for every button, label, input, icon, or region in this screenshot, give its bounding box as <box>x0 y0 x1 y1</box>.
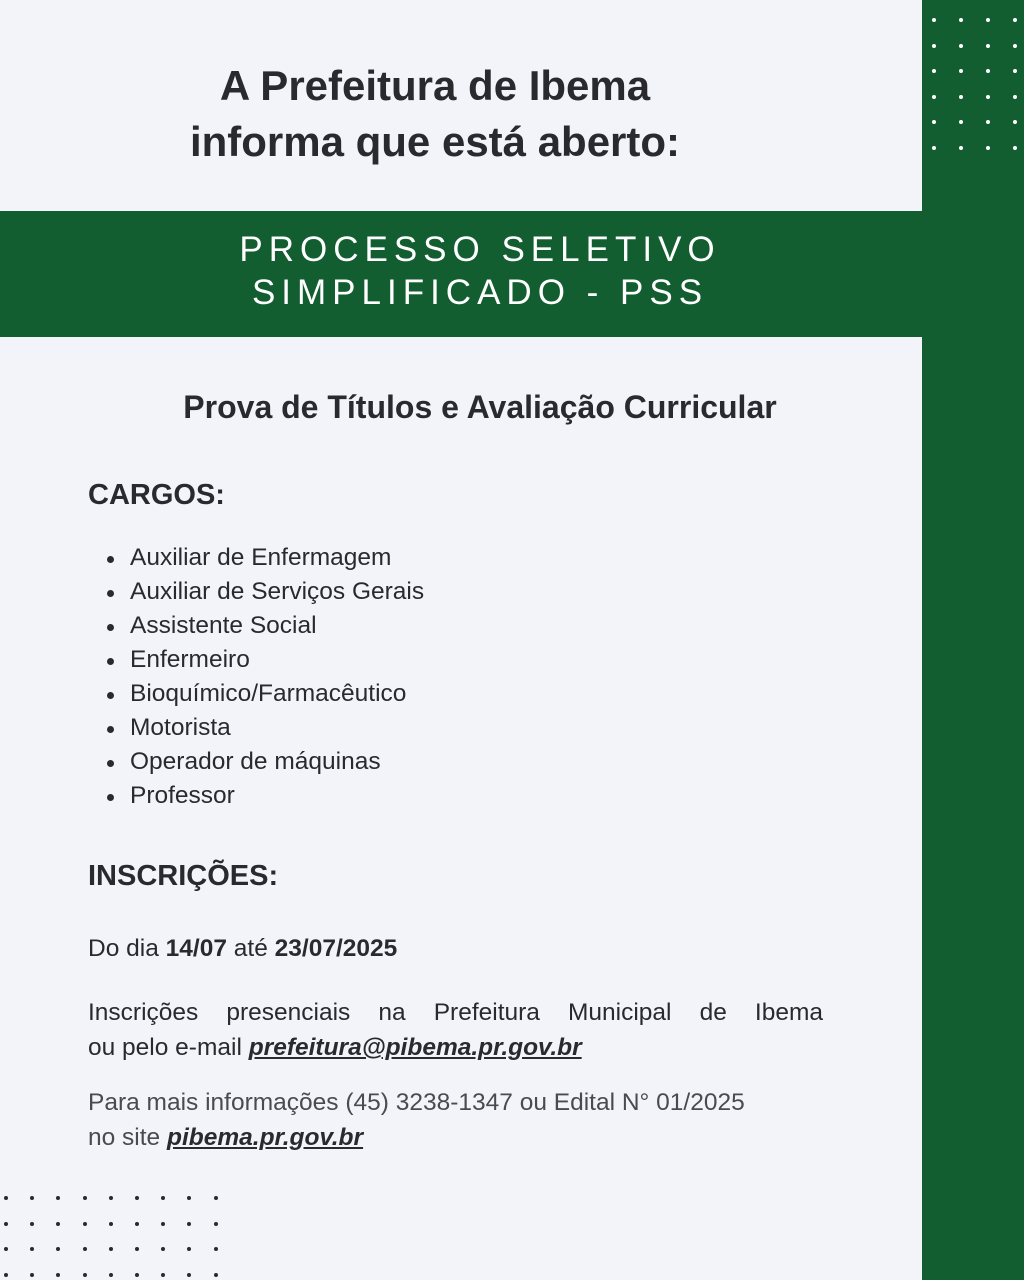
cargos-list <box>104 541 424 813</box>
info-line-1: Para mais informações (45) 3238-1347 ou Edital N° 01/2025 <box>88 1089 745 1116</box>
decorative-dot <box>30 1273 34 1277</box>
decorative-dot <box>135 1222 139 1226</box>
decorative-dot <box>986 95 990 99</box>
decorative-dot <box>30 1196 34 1200</box>
website-prefix: no site <box>88 1124 161 1151</box>
start-date: 14/07 <box>165 935 227 962</box>
decorative-dot <box>4 1222 8 1226</box>
cargo-item: Assistente Social <box>104 609 424 643</box>
cargo-item: Professor <box>104 779 424 813</box>
decorative-dot <box>135 1247 139 1251</box>
right-green-band <box>922 0 1024 1280</box>
decorative-dot <box>932 18 936 22</box>
decorative-dot <box>959 44 963 48</box>
website-link[interactable]: pibema.pr.gov.br <box>167 1124 364 1151</box>
decorative-dot <box>109 1247 113 1251</box>
decorative-dot <box>4 1273 8 1277</box>
decorative-dot <box>161 1222 165 1226</box>
cargo-item: Bioquímico/Farmacêutico <box>104 677 424 711</box>
email-prefix: ou pelo e-mail <box>88 1034 242 1061</box>
decorative-dot <box>214 1222 218 1226</box>
headline <box>0 58 870 170</box>
decorative-dot <box>932 95 936 99</box>
cargo-item: Operador de máquinas <box>104 745 424 779</box>
decorative-dot <box>4 1247 8 1251</box>
location-line-1: Inscrições presenciais na Prefeitura Municipal de Ibema <box>88 999 823 1026</box>
pss-banner-title <box>0 228 960 314</box>
decorative-dot <box>135 1273 139 1277</box>
subtitle: Prova de Títulos e Avaliação Curricular <box>183 389 777 425</box>
decorative-dot <box>932 146 936 150</box>
decorative-dot <box>214 1247 218 1251</box>
info-line-2 <box>88 1120 823 1155</box>
cargo-item: Auxiliar de Serviços Gerais <box>104 575 424 609</box>
decorative-dot <box>1013 95 1017 99</box>
decorative-dot <box>30 1222 34 1226</box>
decorative-dot <box>986 44 990 48</box>
decorative-dot <box>56 1273 60 1277</box>
decorative-dot <box>959 146 963 150</box>
decorative-dot <box>135 1196 139 1200</box>
decorative-dot <box>161 1273 165 1277</box>
decorative-dot <box>1013 146 1017 150</box>
decorative-dot <box>83 1222 87 1226</box>
decorative-dot <box>56 1247 60 1251</box>
more-info <box>88 1085 823 1155</box>
banner-line-2: SIMPLIFICADO - PSS <box>251 273 709 312</box>
decorative-dot <box>187 1222 191 1226</box>
decorative-dot <box>4 1196 8 1200</box>
decorative-dot <box>161 1247 165 1251</box>
decorative-dot <box>30 1247 34 1251</box>
decorative-dot <box>109 1273 113 1277</box>
decorative-dot <box>161 1196 165 1200</box>
decorative-dot <box>187 1273 191 1277</box>
banner-line-1: PROCESSO SELETIVO <box>239 230 721 269</box>
decorative-dot <box>56 1196 60 1200</box>
decorative-dot <box>986 18 990 22</box>
decorative-dot <box>986 146 990 150</box>
inscription-dates <box>88 931 823 966</box>
decorative-dot <box>109 1222 113 1226</box>
decorative-dot <box>214 1273 218 1277</box>
end-date: 23/07/2025 <box>274 935 398 962</box>
decorative-dot <box>214 1196 218 1200</box>
inscription-location <box>88 995 823 1065</box>
decorative-dot <box>109 1196 113 1200</box>
email-link[interactable]: prefeitura@pibema.pr.gov.br <box>248 1034 582 1061</box>
decorative-dot <box>83 1196 87 1200</box>
decorative-dot <box>187 1247 191 1251</box>
cargos-heading: CARGOS: <box>88 479 225 511</box>
decorative-dot <box>1013 18 1017 22</box>
decorative-dot <box>56 1222 60 1226</box>
dates-prefix: Do dia <box>88 935 159 962</box>
headline-line-2: informa que está aberto: <box>189 118 681 165</box>
location-line-2 <box>88 1030 823 1065</box>
decorative-dot <box>959 18 963 22</box>
decorative-dot <box>1013 44 1017 48</box>
dates-middle: até <box>233 935 268 962</box>
decorative-dot <box>932 44 936 48</box>
headline-line-1: A Prefeitura de Ibema <box>219 62 651 109</box>
decorative-dot <box>83 1273 87 1277</box>
cargo-item: Enfermeiro <box>104 643 424 677</box>
inscricoes-heading: INSCRIÇÕES: <box>88 860 279 892</box>
cargo-item: Auxiliar de Enfermagem <box>104 541 424 575</box>
decorative-dot <box>959 95 963 99</box>
decorative-dot <box>83 1247 87 1251</box>
cargo-item: Motorista <box>104 711 424 745</box>
decorative-dot <box>187 1196 191 1200</box>
